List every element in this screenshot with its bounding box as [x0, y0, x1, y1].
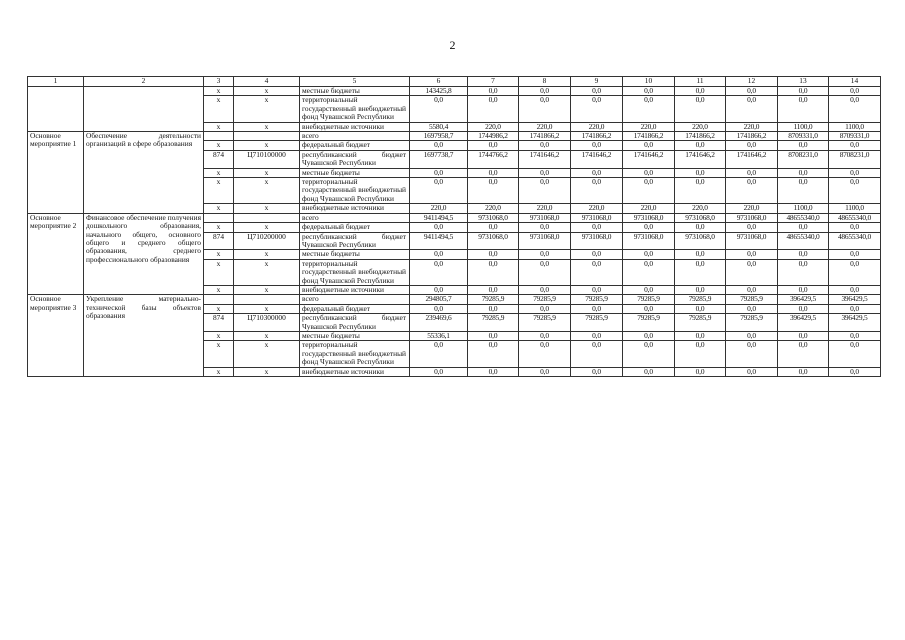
funding-source-cell: внебюджетные источники [300, 122, 410, 131]
header-cell-10: 10 [623, 77, 675, 87]
value-cell: 9731068,0 [468, 232, 519, 250]
value-cell: 0,0 [468, 223, 519, 232]
value-cell: 0,0 [778, 304, 829, 313]
value-cell: 1744766,2 [468, 150, 519, 168]
funding-source-cell: всего [300, 295, 410, 304]
value-cell: 1697958,7 [410, 132, 468, 141]
value-cell: 0,0 [726, 285, 778, 294]
value-cell: 1697738,7 [410, 150, 468, 168]
value-cell: 0,0 [519, 341, 571, 367]
funding-source-cell: всего [300, 213, 410, 222]
value-cell: 0,0 [410, 304, 468, 313]
value-cell: 0,0 [675, 168, 726, 177]
value-cell: 0,0 [675, 250, 726, 259]
value-cell: 0,0 [623, 250, 675, 259]
admin-code-cell: x [204, 141, 234, 150]
value-cell: 1741646,2 [623, 150, 675, 168]
value-cell: 0,0 [519, 178, 571, 204]
header-cell-11: 11 [675, 77, 726, 87]
value-cell: 79285,9 [726, 314, 778, 332]
value-cell: 0,0 [829, 96, 881, 122]
value-cell: 143425,8 [410, 87, 468, 96]
budget-table [27, 76, 881, 377]
value-cell: 0,0 [675, 87, 726, 96]
value-cell: 220,0 [623, 122, 675, 131]
header-cell-2: 2 [84, 77, 204, 87]
value-cell: 0,0 [410, 141, 468, 150]
value-cell: 0,0 [829, 141, 881, 150]
value-cell: 1100,0 [829, 122, 881, 131]
value-cell: 220,0 [410, 204, 468, 213]
funding-source-cell: федеральный бюджет [300, 223, 410, 232]
table-row [28, 132, 881, 141]
budget-code-cell: x [234, 223, 300, 232]
value-cell: 0,0 [778, 259, 829, 285]
funding-source-cell: территориальный государственный внебюджетный фонд Чувашской Республики [300, 178, 410, 204]
value-cell: 0,0 [519, 168, 571, 177]
measure-description-cell: Укрепление материально-технической базы объектов образования [84, 295, 204, 377]
value-cell: 0,0 [571, 168, 623, 177]
header-cell-6: 6 [410, 77, 468, 87]
value-cell: 0,0 [571, 285, 623, 294]
header-cell-14: 14 [829, 77, 881, 87]
value-cell: 0,0 [778, 178, 829, 204]
value-cell: 0,0 [726, 259, 778, 285]
value-cell: 0,0 [829, 331, 881, 340]
value-cell: 0,0 [410, 367, 468, 376]
value-cell: 239469,6 [410, 314, 468, 332]
admin-code-cell: x [204, 285, 234, 294]
value-cell: 8709331,0 [829, 132, 881, 141]
value-cell: 0,0 [571, 178, 623, 204]
value-cell: 0,0 [623, 331, 675, 340]
admin-code-cell: 874 [204, 314, 234, 332]
value-cell: 9731068,0 [623, 213, 675, 222]
header-cell-12: 12 [726, 77, 778, 87]
value-cell: 0,0 [778, 367, 829, 376]
value-cell: 0,0 [519, 250, 571, 259]
budget-code-cell: x [234, 87, 300, 96]
value-cell: 79285,9 [675, 295, 726, 304]
value-cell: 1100,0 [778, 122, 829, 131]
value-cell: 9731068,0 [468, 213, 519, 222]
value-cell: 8708231,0 [829, 150, 881, 168]
value-cell: 0,0 [726, 367, 778, 376]
admin-code-cell: x [204, 122, 234, 131]
header-cell-5: 5 [300, 77, 410, 87]
value-cell: 0,0 [829, 341, 881, 367]
value-cell: 0,0 [623, 141, 675, 150]
header-row [28, 77, 881, 87]
funding-source-cell: территориальный государственный внебюджетный фонд Чувашской Республики [300, 341, 410, 367]
value-cell: 0,0 [829, 259, 881, 285]
value-cell: 0,0 [726, 250, 778, 259]
funding-source-cell: местные бюджеты [300, 168, 410, 177]
admin-code-cell: x [204, 96, 234, 122]
admin-code-cell: x [204, 259, 234, 285]
value-cell: 48655340,0 [778, 213, 829, 222]
admin-code-cell: x [204, 331, 234, 340]
value-cell: 0,0 [468, 285, 519, 294]
value-cell: 0,0 [778, 87, 829, 96]
value-cell: 0,0 [623, 223, 675, 232]
value-cell: 0,0 [675, 304, 726, 313]
admin-code-cell: x [204, 304, 234, 313]
value-cell: 79285,9 [468, 295, 519, 304]
value-cell: 0,0 [623, 285, 675, 294]
header-cell-4: 4 [234, 77, 300, 87]
budget-code-cell: x [234, 259, 300, 285]
value-cell: 1741646,2 [726, 150, 778, 168]
table-row [28, 87, 881, 96]
value-cell: 0,0 [468, 141, 519, 150]
header-cell-7: 7 [468, 77, 519, 87]
value-cell: 48655340,0 [829, 232, 881, 250]
value-cell: 0,0 [519, 96, 571, 122]
admin-code-cell: x [204, 250, 234, 259]
value-cell: 8708231,0 [778, 150, 829, 168]
value-cell: 79285,9 [675, 314, 726, 332]
value-cell: 0,0 [410, 341, 468, 367]
value-cell: 0,0 [571, 87, 623, 96]
value-cell: 0,0 [778, 96, 829, 122]
value-cell: 0,0 [778, 168, 829, 177]
value-cell: 0,0 [571, 331, 623, 340]
value-cell: 0,0 [675, 285, 726, 294]
value-cell: 220,0 [675, 122, 726, 131]
value-cell: 1741646,2 [519, 150, 571, 168]
value-cell: 220,0 [726, 122, 778, 131]
value-cell: 396429,5 [829, 314, 881, 332]
table-row [28, 295, 881, 304]
value-cell: 9411494,5 [410, 232, 468, 250]
value-cell: 1741866,2 [623, 132, 675, 141]
value-cell: 1741646,2 [571, 150, 623, 168]
value-cell: 0,0 [468, 250, 519, 259]
value-cell: 0,0 [829, 304, 881, 313]
value-cell: 0,0 [410, 96, 468, 122]
value-cell: 0,0 [623, 178, 675, 204]
value-cell: 0,0 [623, 87, 675, 96]
funding-source-cell: внебюджетные источники [300, 204, 410, 213]
value-cell: 220,0 [571, 204, 623, 213]
value-cell: 48655340,0 [778, 232, 829, 250]
header-cell-3: 3 [204, 77, 234, 87]
value-cell: 0,0 [726, 223, 778, 232]
value-cell: 0,0 [571, 96, 623, 122]
value-cell: 0,0 [829, 168, 881, 177]
budget-code-cell: x [234, 331, 300, 340]
value-cell: 0,0 [468, 304, 519, 313]
funding-source-cell: территориальный государственный внебюджетный фонд Чувашской Республики [300, 96, 410, 122]
value-cell: 79285,9 [726, 295, 778, 304]
value-cell: 8709331,0 [778, 132, 829, 141]
budget-code-cell: x [234, 250, 300, 259]
value-cell: 0,0 [778, 341, 829, 367]
budget-code-cell: x [234, 122, 300, 131]
value-cell: 0,0 [468, 331, 519, 340]
value-cell: 0,0 [410, 250, 468, 259]
value-cell: 0,0 [726, 178, 778, 204]
value-cell: 1100,0 [778, 204, 829, 213]
budget-code-cell: x [234, 304, 300, 313]
value-cell: 79285,9 [519, 295, 571, 304]
measure-description-cell: Обеспечение деятельности организаций в сфере образования [84, 132, 204, 214]
funding-source-cell: внебюджетные источники [300, 285, 410, 294]
admin-code-cell [204, 132, 234, 141]
value-cell: 0,0 [519, 259, 571, 285]
value-cell: 0,0 [726, 141, 778, 150]
value-cell: 79285,9 [623, 314, 675, 332]
value-cell: 79285,9 [623, 295, 675, 304]
budget-code-cell: x [234, 341, 300, 367]
value-cell: 0,0 [468, 178, 519, 204]
value-cell: 0,0 [726, 304, 778, 313]
value-cell: 9411494,5 [410, 213, 468, 222]
value-cell: 0,0 [829, 223, 881, 232]
header-cell-1: 1 [28, 77, 84, 87]
value-cell: 220,0 [468, 204, 519, 213]
budget-code-cell: x [234, 367, 300, 376]
funding-source-cell: федеральный бюджет [300, 141, 410, 150]
measure-description-cell [84, 87, 204, 132]
value-cell: 0,0 [623, 259, 675, 285]
value-cell: 0,0 [675, 178, 726, 204]
value-cell: 9731068,0 [623, 232, 675, 250]
value-cell: 0,0 [778, 285, 829, 294]
value-cell: 0,0 [519, 223, 571, 232]
value-cell: 79285,9 [571, 314, 623, 332]
value-cell: 220,0 [519, 204, 571, 213]
value-cell: 0,0 [726, 87, 778, 96]
budget-code-cell: x [234, 178, 300, 204]
value-cell: 0,0 [519, 141, 571, 150]
value-cell: 0,0 [519, 87, 571, 96]
budget-code-cell [234, 132, 300, 141]
value-cell: 0,0 [675, 259, 726, 285]
value-cell: 0,0 [623, 367, 675, 376]
admin-code-cell: x [204, 367, 234, 376]
value-cell: 0,0 [778, 331, 829, 340]
value-cell: 0,0 [829, 178, 881, 204]
budget-code-cell: x [234, 168, 300, 177]
value-cell: 0,0 [468, 87, 519, 96]
value-cell: 0,0 [829, 250, 881, 259]
funding-source-cell: местные бюджеты [300, 250, 410, 259]
value-cell: 1741646,2 [675, 150, 726, 168]
value-cell: 55336,1 [410, 331, 468, 340]
value-cell: 0,0 [726, 341, 778, 367]
value-cell: 0,0 [778, 141, 829, 150]
page-number: 2 [449, 38, 456, 52]
value-cell: 0,0 [519, 331, 571, 340]
budget-code-cell: x [234, 285, 300, 294]
value-cell: 220,0 [623, 204, 675, 213]
value-cell: 1100,0 [829, 204, 881, 213]
value-cell: 0,0 [410, 178, 468, 204]
budget-code-cell: x [234, 204, 300, 213]
value-cell: 0,0 [571, 259, 623, 285]
measure-description-cell: Финансовое обеспечение получения дошкольного образования, начального общего, основного общего и среднего общего образования, среднего профессионального образования [84, 213, 204, 295]
admin-code-cell: x [204, 223, 234, 232]
budget-code-cell: Ц710200000 [234, 232, 300, 250]
value-cell: 396429,5 [778, 295, 829, 304]
value-cell: 0,0 [571, 304, 623, 313]
value-cell: 0,0 [623, 96, 675, 122]
value-cell: 9731068,0 [571, 232, 623, 250]
value-cell: 0,0 [468, 341, 519, 367]
value-cell: 0,0 [726, 96, 778, 122]
value-cell: 0,0 [468, 367, 519, 376]
measure-name-cell: Основное мероприятие 3 [28, 295, 84, 377]
funding-source-cell: республиканский бюджет Чувашской Республики [300, 150, 410, 168]
measure-name-cell [28, 87, 84, 132]
admin-code-cell [204, 295, 234, 304]
value-cell: 79285,9 [519, 314, 571, 332]
value-cell: 1744986,2 [468, 132, 519, 141]
value-cell: 0,0 [468, 259, 519, 285]
value-cell: 294805,7 [410, 295, 468, 304]
header-cell-8: 8 [519, 77, 571, 87]
budget-code-cell: x [234, 96, 300, 122]
funding-source-cell: федеральный бюджет [300, 304, 410, 313]
budget-code-cell: Ц710300000 [234, 314, 300, 332]
value-cell: 1741866,2 [519, 132, 571, 141]
value-cell: 220,0 [519, 122, 571, 131]
funding-source-cell: местные бюджеты [300, 331, 410, 340]
admin-code-cell: x [204, 87, 234, 96]
value-cell: 396429,5 [778, 314, 829, 332]
value-cell: 1741866,2 [726, 132, 778, 141]
value-cell: 396429,5 [829, 295, 881, 304]
value-cell: 0,0 [778, 250, 829, 259]
budget-code-cell: x [234, 141, 300, 150]
value-cell: 220,0 [726, 204, 778, 213]
value-cell: 9731068,0 [726, 213, 778, 222]
table-row [28, 213, 881, 222]
value-cell: 0,0 [675, 223, 726, 232]
value-cell: 0,0 [829, 367, 881, 376]
budget-code-cell [234, 213, 300, 222]
funding-source-cell: республиканский бюджет Чувашской Республики [300, 314, 410, 332]
value-cell: 0,0 [829, 87, 881, 96]
value-cell: 220,0 [571, 122, 623, 131]
header-cell-13: 13 [778, 77, 829, 87]
value-cell: 9731068,0 [519, 232, 571, 250]
value-cell: 0,0 [519, 367, 571, 376]
value-cell: 0,0 [829, 285, 881, 294]
funding-source-cell: всего [300, 132, 410, 141]
value-cell: 220,0 [468, 122, 519, 131]
value-cell: 0,0 [571, 341, 623, 367]
value-cell: 9731068,0 [571, 213, 623, 222]
value-cell: 220,0 [675, 204, 726, 213]
value-cell: 0,0 [410, 168, 468, 177]
admin-code-cell [204, 213, 234, 222]
value-cell: 1741866,2 [675, 132, 726, 141]
value-cell: 0,0 [519, 285, 571, 294]
value-cell: 0,0 [675, 331, 726, 340]
value-cell: 48655340,0 [829, 213, 881, 222]
value-cell: 0,0 [623, 341, 675, 367]
value-cell: 0,0 [410, 223, 468, 232]
value-cell: 0,0 [519, 304, 571, 313]
admin-code-cell: 874 [204, 232, 234, 250]
budget-code-cell [234, 295, 300, 304]
value-cell: 0,0 [571, 250, 623, 259]
header-cell-9: 9 [571, 77, 623, 87]
value-cell: 1741866,2 [571, 132, 623, 141]
value-cell: 0,0 [675, 367, 726, 376]
funding-source-cell: местные бюджеты [300, 87, 410, 96]
value-cell: 0,0 [778, 223, 829, 232]
value-cell: 0,0 [468, 96, 519, 122]
value-cell: 0,0 [726, 331, 778, 340]
value-cell: 0,0 [410, 285, 468, 294]
value-cell: 0,0 [675, 96, 726, 122]
measure-name-cell: Основное мероприятие 1 [28, 132, 84, 214]
value-cell: 0,0 [410, 259, 468, 285]
funding-source-cell: территориальный государственный внебюджетный фонд Чувашской Республики [300, 259, 410, 285]
value-cell: 0,0 [571, 223, 623, 232]
admin-code-cell: x [204, 168, 234, 177]
value-cell: 0,0 [675, 141, 726, 150]
value-cell: 0,0 [468, 168, 519, 177]
value-cell: 0,0 [571, 141, 623, 150]
table-body [28, 77, 881, 377]
budget-code-cell: Ц710100000 [234, 150, 300, 168]
value-cell: 9731068,0 [519, 213, 571, 222]
value-cell: 0,0 [571, 367, 623, 376]
value-cell: 0,0 [726, 168, 778, 177]
admin-code-cell: x [204, 204, 234, 213]
measure-name-cell: Основное мероприятие 2 [28, 213, 84, 295]
value-cell: 9731068,0 [675, 213, 726, 222]
value-cell: 79285,9 [468, 314, 519, 332]
value-cell: 0,0 [675, 341, 726, 367]
value-cell: 5580,4 [410, 122, 468, 131]
value-cell: 9731068,0 [726, 232, 778, 250]
value-cell: 79285,9 [571, 295, 623, 304]
funding-source-cell: республиканский бюджет Чувашской Республики [300, 232, 410, 250]
value-cell: 0,0 [623, 304, 675, 313]
admin-code-cell: x [204, 341, 234, 367]
admin-code-cell: x [204, 178, 234, 204]
admin-code-cell: 874 [204, 150, 234, 168]
value-cell: 0,0 [623, 168, 675, 177]
value-cell: 9731068,0 [675, 232, 726, 250]
funding-source-cell: внебюджетные источники [300, 367, 410, 376]
